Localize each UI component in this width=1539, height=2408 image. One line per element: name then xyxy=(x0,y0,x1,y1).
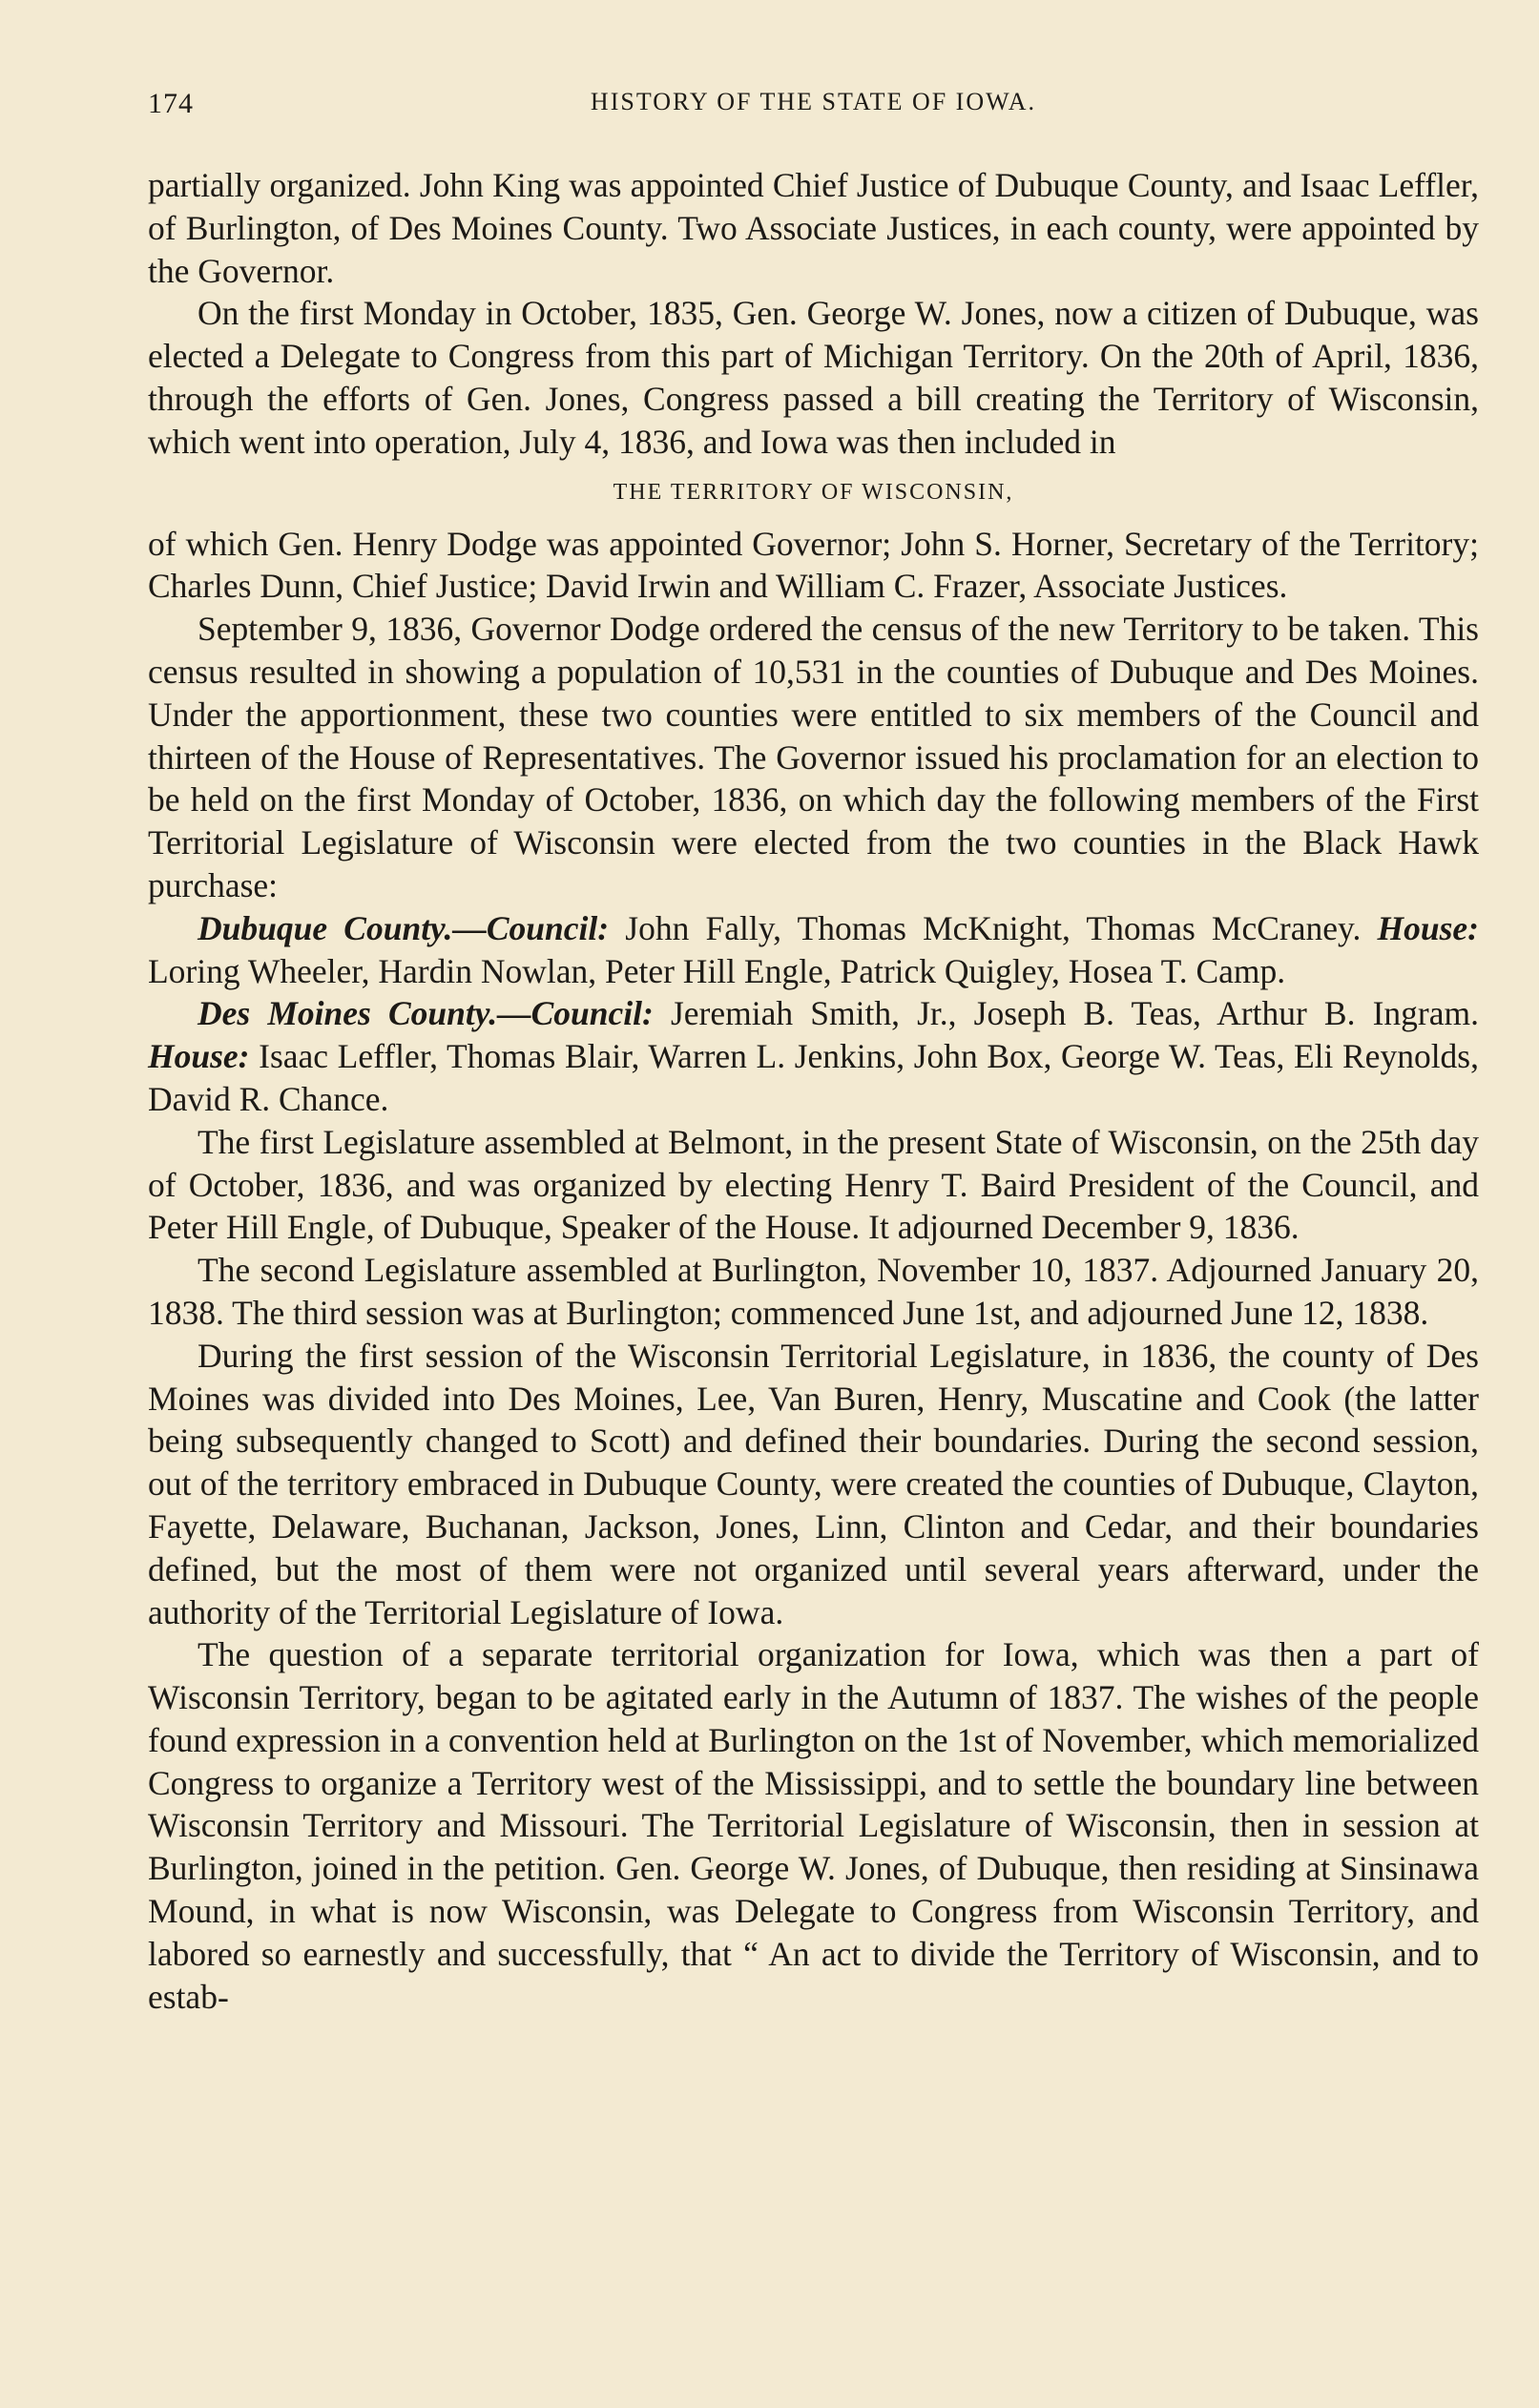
paragraph: The first Legislature assembled at Belmont, in the present State of Wisconsin, on the 25th day of October, 1836, and was organized by electing Henry T. Baird President of the Council, and Peter Hill Engle, of Dubuque, Speaker of the House. It adjourned December 9, 1836. xyxy=(148,1122,1479,1247)
body-text xyxy=(148,164,1479,2018)
book-page xyxy=(148,88,1479,2368)
paragraph: The question of a separate territorial organization for Iowa, which was then a part of Wisconsin Territory, began to be agitated early in the Autumn of 1837. The wishes of the people found expression in a convention held at Burlington on the 1st of November, which memorialized Congress to organize a Territory west of the Mississippi, and to settle the boundary line between Wisconsin Territory and Missouri. The Territorial Legislature of Wisconsin, then in session at Burlington, joined in the petition. Gen. George W. Jones, of Dubuque, then residing at Sinsinawa Mound, in what is now Wisconsin, was Delegate to Congress from Wisconsin Territory, and labored so earnestly and successfully, that “ An act to divide the Territory of Wisconsin, and to estab- xyxy=(148,1635,1479,2016)
paragraph: On the first Monday in October, 1835, Gen. George W. Jones, now a citizen of Dubuque, was elected a Delegate to Congress from this part of Michigan Territory. On the 20th of April, 1836, through the efforts of Gen. Jones, Congress passed a bill creating the Territory of Wisconsin, which went into operation, July 4, 1836, and Iowa was then included in xyxy=(148,294,1479,461)
member-list-dubuque xyxy=(148,907,1479,993)
council-lead: —Council: xyxy=(497,994,654,1033)
council-members: John Fally, Thomas McKnight, Thomas McCraney. xyxy=(609,908,1378,947)
house-lead: House: xyxy=(1377,908,1479,947)
running-head xyxy=(148,88,1479,134)
paragraph: During the first session of the Wisconsin Territorial Legislature, in 1836, the county of Des Moines was divided into Des Moines, Lee, Van Buren, Henry, Muscatine and Cook (the latter being subsequently changed to Scott) and defined their boundaries. During the second session, out of the territory embraced in Dubuque County, were created the counties of Dubuque, Clayton, Fayette, Delaware, Buchanan, Jackson, Jones, Linn, Clinton and Cedar, and their boundaries defined, but the most of them were not organized until several years afterward, under the authority of the Territorial Legislature of Iowa. xyxy=(148,1336,1479,1631)
county-lead: Dubuque County. xyxy=(198,908,453,947)
council-lead: —Council: xyxy=(452,908,610,947)
section-heading: THE TERRITORY OF WISCONSIN, xyxy=(613,479,1014,505)
house-lead: House: xyxy=(148,1037,250,1076)
member-list-des-moines xyxy=(148,992,1479,1120)
paragraph: The second Legislature assembled at Burlington, November 10, 1837. Adjourned January 20, 1838. The third session was at Burlington; commenced June 1st, and adjourned June 12, 1838. xyxy=(148,1251,1479,1332)
house-members: Loring Wheeler, Hardin Nowlan, Peter Hill Engle, Patrick Quigley, Hosea T. Camp. xyxy=(148,951,1286,990)
page-number: 174 xyxy=(148,88,194,119)
paragraph: of which Gen. Henry Dodge was appointed Governor; John S. Horner, Secretary of the Territory; Charles Dunn, Chief Justice; David Irwin and William C. Frazer, Associate Justices. xyxy=(148,524,1479,606)
house-members: Isaac Leffler, Thomas Blair, Warren L. Jenkins, John Box, George W. Teas, Eli Reynolds, David R. Chance. xyxy=(148,1037,1479,1118)
paragraph-continuation: partially organized. John King was appointed Chief Justice of Dubuque County, and Isaac Leffler, of Burlington, of Des Moines County. Two Associate Justices, in each county, were appointed by the Governor. xyxy=(148,166,1479,290)
paragraph: September 9, 1836, Governor Dodge ordered the census of the new Territory to be taken. This census resulted in showing a population of 10,531 in the counties of Dubuque and Des Moines. Under the apportionment, these two counties were entitled to six members of the Council and thirteen of the House of Representatives. The Governor issued his proclamation for an election to be held on the first Monday of October, 1836, on which day the following members of the First Territorial Legislature of Wisconsin were elected from the two counties in the Black Hawk purchase: xyxy=(148,610,1479,904)
county-lead: Des Moines County. xyxy=(198,994,498,1033)
running-title: HISTORY OF THE STATE OF IOWA. xyxy=(590,88,1037,115)
council-members: Jeremiah Smith, Jr., Joseph B. Teas, Arthur B. Ingram. xyxy=(653,994,1479,1033)
